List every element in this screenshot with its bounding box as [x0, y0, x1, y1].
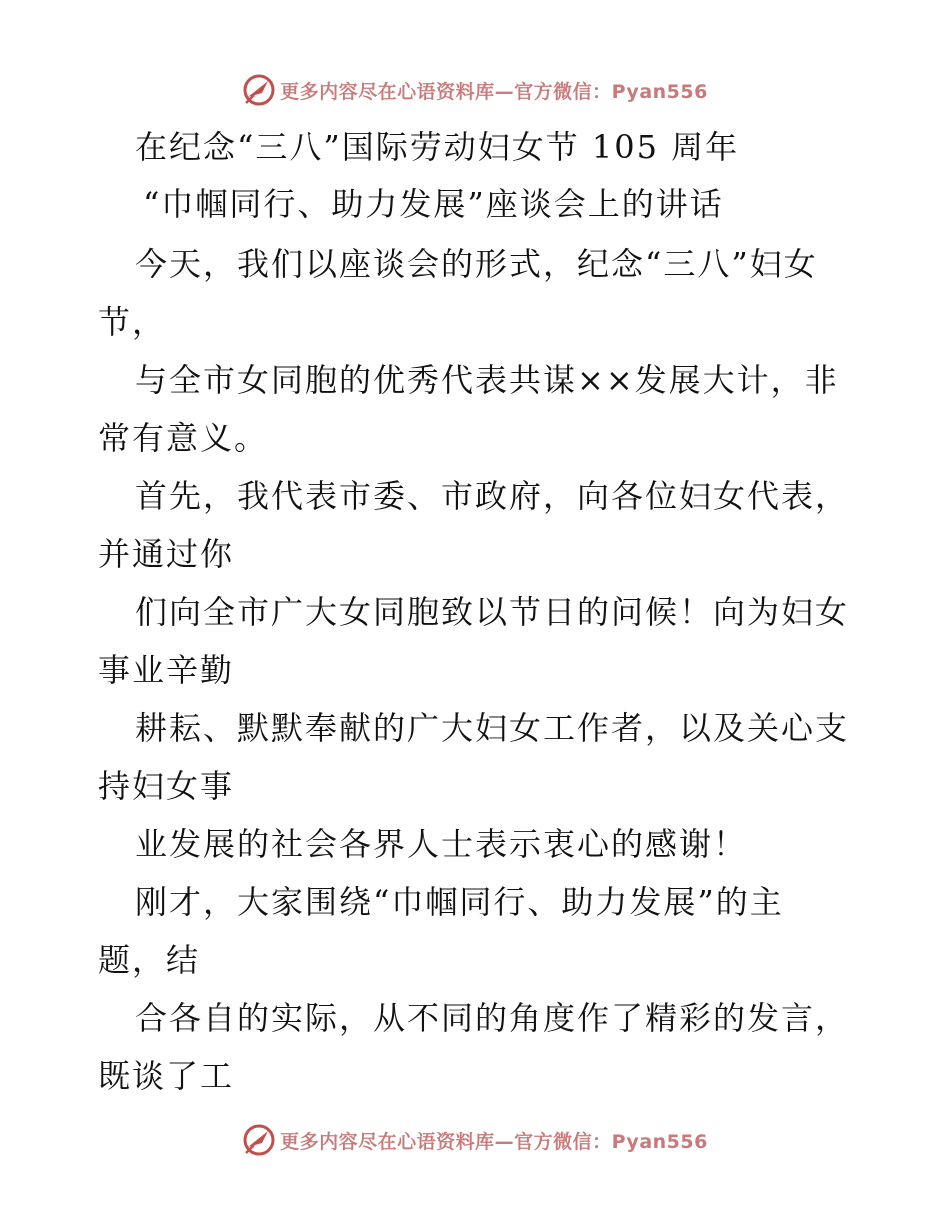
header-banner: [0, 70, 950, 110]
paragraph-line: 常有意义。: [98, 419, 269, 457]
paragraph-line: 并通过你: [98, 535, 235, 573]
paragraph-line: 们向全市广大女同胞致以节日的问候！向为妇女: [135, 593, 850, 631]
paragraph-line: 刚才，大家围绕“巾帼同行、助力发展”的主: [135, 883, 784, 921]
banner-text: 更多内容尽在心语资料库—官方微信：Pyan556: [280, 80, 708, 103]
title-line-2: “巾帼同行、助力发展”座谈会上的讲话: [143, 185, 724, 223]
paragraph-line: 持妇女事: [98, 767, 235, 805]
footer-banner: [0, 1120, 950, 1160]
paragraph-line: 节，: [98, 303, 167, 341]
paragraph-line: 耕耘、默默奉献的广大妇女工作者，以及关心支: [135, 709, 850, 747]
paragraph-line: 与全市女同胞的优秀代表共谋××发展大计，非: [135, 361, 839, 399]
quill-logo-icon: [242, 73, 276, 107]
paragraph-line: 合各自的实际，从不同的角度作了精彩的发言，: [135, 999, 850, 1037]
paragraph-line: 既谈了工: [98, 1057, 235, 1095]
paragraph-line: 今天，我们以座谈会的形式，纪念“三八”妇女: [135, 245, 818, 283]
quill-logo-icon: [242, 1123, 276, 1157]
title-line-1: 在纪念“三八”国际劳动妇女节 105 周年: [135, 128, 740, 166]
banner-text: 更多内容尽在心语资料库—官方微信：Pyan556: [280, 1130, 708, 1153]
paragraph-line: 题，结: [98, 941, 201, 979]
paragraph-line: 业发展的社会各界人士表示衷心的感谢！: [135, 825, 748, 863]
paragraph-line: 事业辛勤: [98, 651, 235, 689]
paragraph-line: 首先，我代表市委、市政府，向各位妇女代表，: [135, 477, 850, 515]
